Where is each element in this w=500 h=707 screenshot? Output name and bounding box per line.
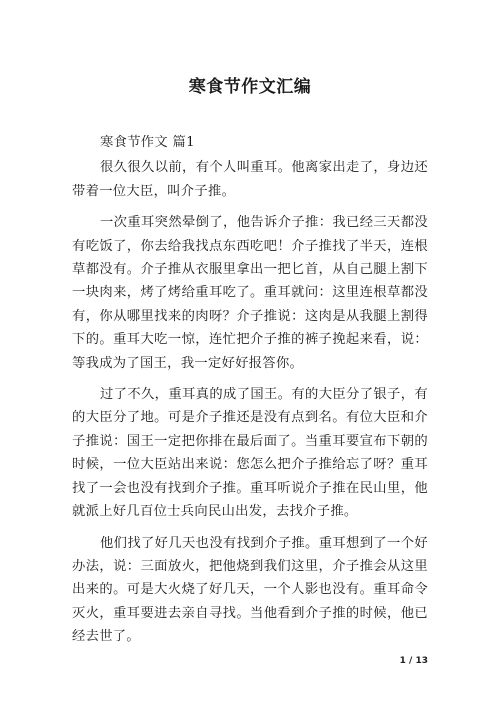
document-title: 寒食节作文汇编 xyxy=(188,77,312,97)
paragraph-3: 过了不久，重耳真的成了国王。有的大臣分了银子，有的大臣分了地。可是介子推还是没有点到名。有位大臣和介子推说：国王一定把你排在最后面了。当重耳要宣布下朝的时候，一位大臣站出来说：您怎么把介子推给忘了呀？重耳找了一会也没有找到介子推。重耳听说介子推在民山里，他就派上好几百位士兵向民山出发，去找介子推。 xyxy=(72,387,428,520)
paragraph-2: 一次重耳突然晕倒了，他告诉介子推：我已经三天都没有吃饭了，你去给我找点东西吃吧！介子推找了半天，连根草都没有。介子推从衣服里拿出一把匕首，从自己腿上割下一块肉来，烤了烤给重耳吃了。重耳就问：这里连根草都没有，你从哪里找来的肉呀？介子推说：这肉是从我腿上割得下的。重耳大吃一惊，连忙把介子推的裤子挽起来看，说：等我成为了国王，我一定好好报答你。 xyxy=(72,215,428,371)
paragraph-1: 很久很久以前，有个人叫重耳。他离家出走了，身边还带着一位大臣，叫介子推。 xyxy=(72,160,428,199)
page-number: 1 / 13 xyxy=(399,656,428,666)
document-body xyxy=(72,131,428,649)
paragraph-4: 他们找了好几天也没有找到介子推。重耳想到了一个好办法，说：三面放火，把他烧到我们这里，介子推会从这里出来的。可是大火烧了好几天，一个人影也没有。重耳命令灭火，重耳要进去亲自寻找。当他看到介子推的时候，他已经去世了。 xyxy=(72,535,428,645)
section-heading: 寒食节作文 篇1 xyxy=(100,135,195,150)
